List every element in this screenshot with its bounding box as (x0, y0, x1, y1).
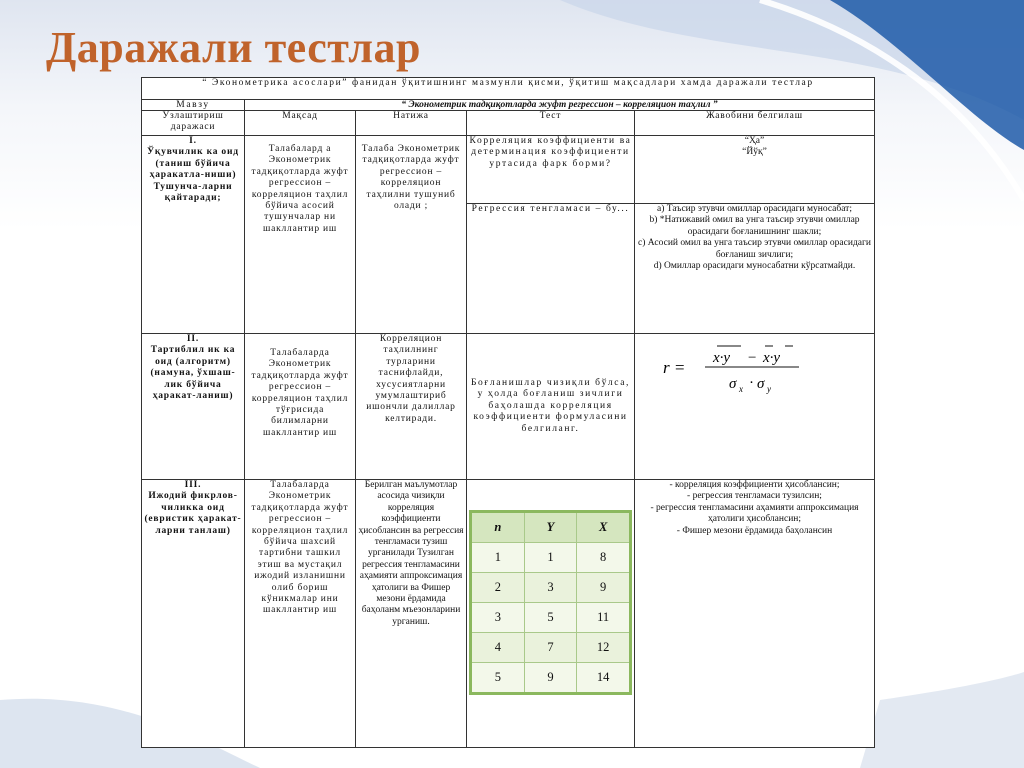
test-3-data (467, 480, 635, 748)
formula-dot: · (749, 375, 754, 391)
data-table (469, 510, 632, 695)
data-header-x: X (577, 512, 631, 543)
correlation-formula (657, 340, 857, 400)
formula-num-b: x·y (763, 350, 781, 366)
data-row (471, 633, 631, 663)
data-cell: 5 (471, 663, 525, 694)
data-cell: 1 (471, 543, 525, 573)
level-3: III. Ижодий фикрлов-чиликка оид (евристик ҳаракат-ларни танлаш) (142, 480, 245, 748)
test-2: Боғланишлар чизиқли бўлса, у ҳолда боғланиш зичлиги баҳолашда корреляция коэффициенти формуласини белгиланг. (467, 334, 635, 480)
data-cell: 7 (524, 633, 577, 663)
page-title: Даражали тестлар (46, 23, 421, 72)
goal-2: Талабаларда Эконометрик тадқиқотларда жуфт регрессион – корреляцион таҳлил тўғрисида билимларни шакллантир иш (245, 334, 356, 480)
formula-sub-x: x (739, 384, 743, 394)
result-1: Талаба Эконометрик тадқиқотларда жуфт регрессион – корреляцион таҳлилни тушуниб олади ; (356, 136, 467, 334)
data-cell: 14 (577, 663, 631, 694)
data-cell: 2 (471, 573, 525, 603)
data-cell: 11 (577, 603, 631, 633)
answer-1a: “Ҳа” “Йўқ” (635, 136, 875, 204)
data-cell: 3 (524, 573, 577, 603)
header-goal: Мақсад (245, 111, 356, 136)
data-cell: 3 (471, 603, 525, 633)
data-cell: 8 (577, 543, 631, 573)
header-test: Тест (467, 111, 635, 136)
formula-minus: − (748, 350, 757, 366)
topic-value: “ Эконометрик тадқиқотларда жуфт регрессион – корреляцион таҳлил ” (245, 100, 875, 111)
formula-sigma-x: σ (729, 376, 737, 392)
data-cell: 5 (524, 603, 577, 633)
formula-sigma-y: σ (757, 376, 765, 392)
formula-num-a: x·y (713, 350, 731, 366)
data-cell: 12 (577, 633, 631, 663)
result-2: Корреляцион таҳлилнинг турларини таснифлайди, хусусиятларни умумлаштириб ишончли далиллар келтиради. (356, 334, 467, 480)
data-row (471, 663, 631, 694)
answer-1b: а) Таъсир этувчи омиллар орасидаги муносабат; b) *Натижавий омил ва унга таъсир этувчи омиллар орасидаги боғланишнинг шакли; с) Асосий омил ва унга таъсир этувчи омиллар орасидаги боғланиш зичлиги; d) Омиллар орасидаги муносабатни кўрсатмайди. (635, 204, 875, 334)
test-1b: Регрессия тенгламаси – бу... (467, 204, 635, 334)
result-3: Берилган маълумотлар асосида чизиқли корреляция коэффициенти ҳисоблансин ва регрессия тенгламаси тузиш урганилади Тузилган регрессия тенгламасини аҳамияти аппроксимация ҳатолиги ва Фишер мезони ёрдамида баҳоланм мъезонларини урганиш. (356, 480, 467, 748)
data-header-n: n (471, 512, 525, 543)
header-answer: Жавобини белгилаш (635, 111, 875, 136)
goal-3: Талабаларда Эконометрик тадқиқотларда жуфт регрессион – корреляцион таҳлил бўйича шахсий тартибни ташкил этиш ва мустақил ижодий изланишни олиб бориш кўникмалар ини шакллантир иш (245, 480, 356, 748)
answer-3: - корреляция коэффициенти ҳисоблансин; - регрессия тенгламаси тузилсин; - регрессия тенгламасини аҳамияти аппроксимация ҳатолиги ҳисоблансин; - Фишер мезони ёрдамида баҳолансин (635, 480, 875, 748)
data-row (471, 603, 631, 633)
level-1: I. Ўқувчилик ка оид (таниш бўйича ҳаракатла-ниши) Тушунча-ларни қайтаради; (142, 136, 245, 334)
formula-lhs: r = (663, 358, 686, 377)
header-result: Натижа (356, 111, 467, 136)
header-level: Ўзлаштириш даражаси (142, 111, 245, 136)
test-1a: Корреляция коэффициенти ва детерминация коэффициенти уртасида фарк борми? (467, 136, 635, 204)
level-2: II. Тартиблил ик ка оид (алгоритм) (намуна, ўхшаш-лик бўйича ҳаракат-ланиш) (142, 334, 245, 480)
formula-sub-y: y (767, 384, 771, 394)
test-table (141, 77, 874, 748)
data-cell: 1 (524, 543, 577, 573)
data-cell: 9 (524, 663, 577, 694)
data-row (471, 543, 631, 573)
data-header-y: Y (524, 512, 577, 543)
answer-2-formula (635, 334, 875, 480)
goal-1: Талабалард а Эконометрик тадқиқотларда жуфт регрессион – корреляцион таҳлил бўйича асосий тушунчалар ни шакллантир иш (245, 136, 356, 334)
topic-label: Мавзу (142, 100, 245, 111)
table-heading: “ Эконометрика асослари” фанидан ўқитишнинг мазмунли қисми, ўқитиш мақсадлари хамда даражали тестлар (142, 78, 875, 100)
data-cell: 4 (471, 633, 525, 663)
data-row (471, 573, 631, 603)
data-cell: 9 (577, 573, 631, 603)
